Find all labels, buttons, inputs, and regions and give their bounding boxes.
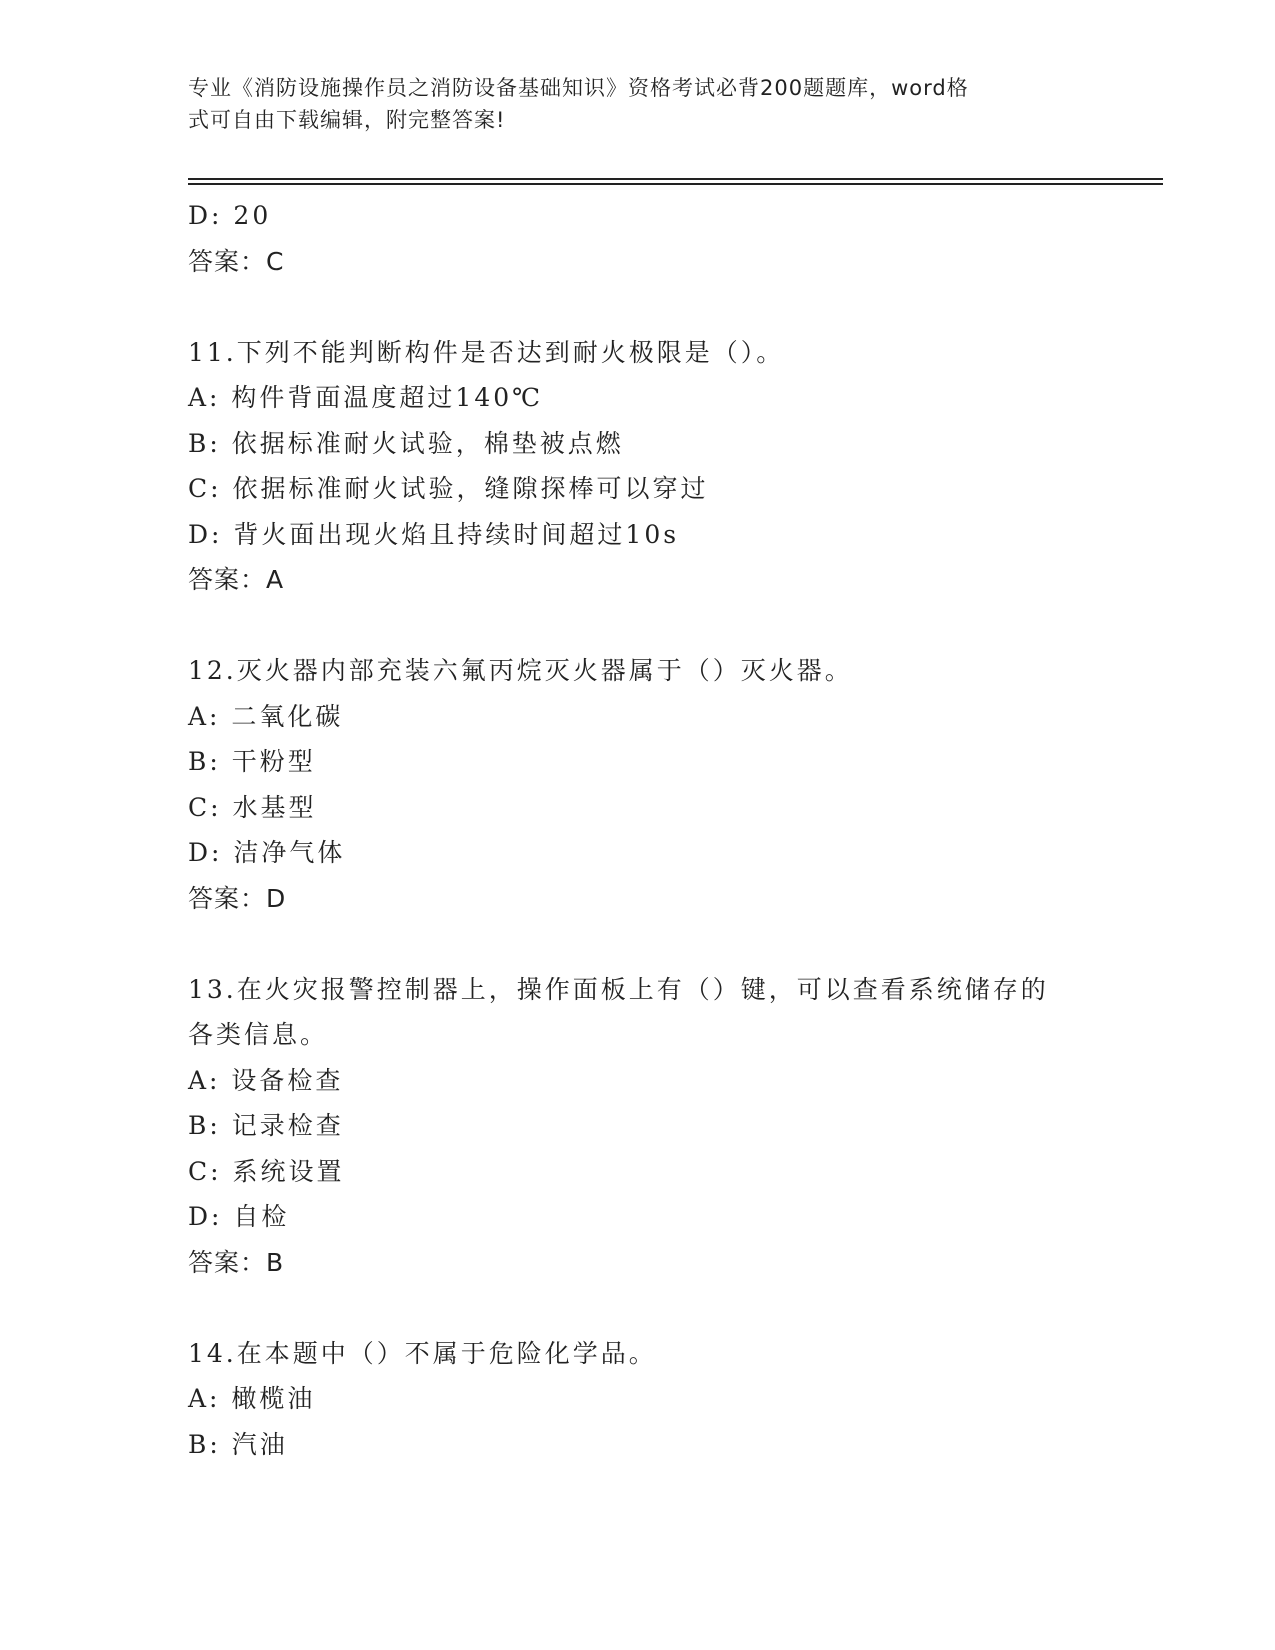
spacer: [188, 603, 1088, 649]
question-11-option-a: A: 构件背面温度超过140℃: [188, 383, 544, 412]
question-12-option-a: A: 二氧化碳: [188, 701, 344, 731]
question-12-option-d: D: 洁净气体: [188, 838, 346, 867]
question-11-option-d: D: 背火面出现火焰且持续时间超过10s: [188, 519, 680, 549]
question-11-answer: 答案：A: [188, 565, 285, 594]
question-11-option-c: C: 依据标准耐火试验，缝隙探棒可以穿过: [188, 474, 709, 503]
question-11-stem: 11.下列不能判断构件是否达到耐火极限是（）。: [188, 337, 785, 367]
spacer: [188, 1285, 1088, 1331]
spacer: [188, 921, 1088, 967]
question-13-option-a: A: 设备检查: [188, 1065, 344, 1095]
question-13-stem-line-1: 13.在火灾报警控制器上，操作面板上有（）键，可以查看系统储存的: [188, 974, 1049, 1004]
question-13-option-d: D: 自检: [188, 1202, 290, 1231]
question-list: [188, 193, 1088, 1467]
header-title-line-2: 式可自由下载编辑，附完整答案!: [188, 108, 506, 132]
question-13-answer: 答案：B: [188, 1247, 285, 1277]
question-12-option-b: B: 干粉型: [188, 747, 316, 776]
document-header: [188, 72, 1088, 136]
question-13-stem-line-2: 各类信息。: [188, 1020, 329, 1049]
question-14-option-b: B: 汽油: [188, 1429, 288, 1459]
header-divider-bottom: [188, 183, 1163, 185]
question-12-option-c: C: 水基型: [188, 792, 317, 822]
question-14-stem: 14.在本题中（）不属于危险化学品。: [188, 1338, 657, 1368]
header-divider-top: [188, 178, 1163, 180]
question-14-option-a: A: 橄榄油: [188, 1384, 316, 1413]
header-title-line-1: 专业《消防设施操作员之消防设备基础知识》资格考试必背200题题库，word格: [188, 76, 969, 100]
question-12-answer: 答案：D: [188, 883, 287, 913]
question-11-option-b: B: 依据标准耐火试验，棉垫被点燃: [188, 428, 624, 458]
prev-answer: 答案：C: [188, 246, 285, 276]
spacer: [188, 284, 1088, 330]
question-13-option-c: C: 系统设置: [188, 1156, 345, 1186]
question-12-stem: 12.灭火器内部充装六氟丙烷灭火器属于（）灭火器。: [188, 656, 853, 685]
prev-option-d: D: 20: [188, 201, 272, 230]
question-13-option-b: B: 记录检查: [188, 1111, 344, 1140]
